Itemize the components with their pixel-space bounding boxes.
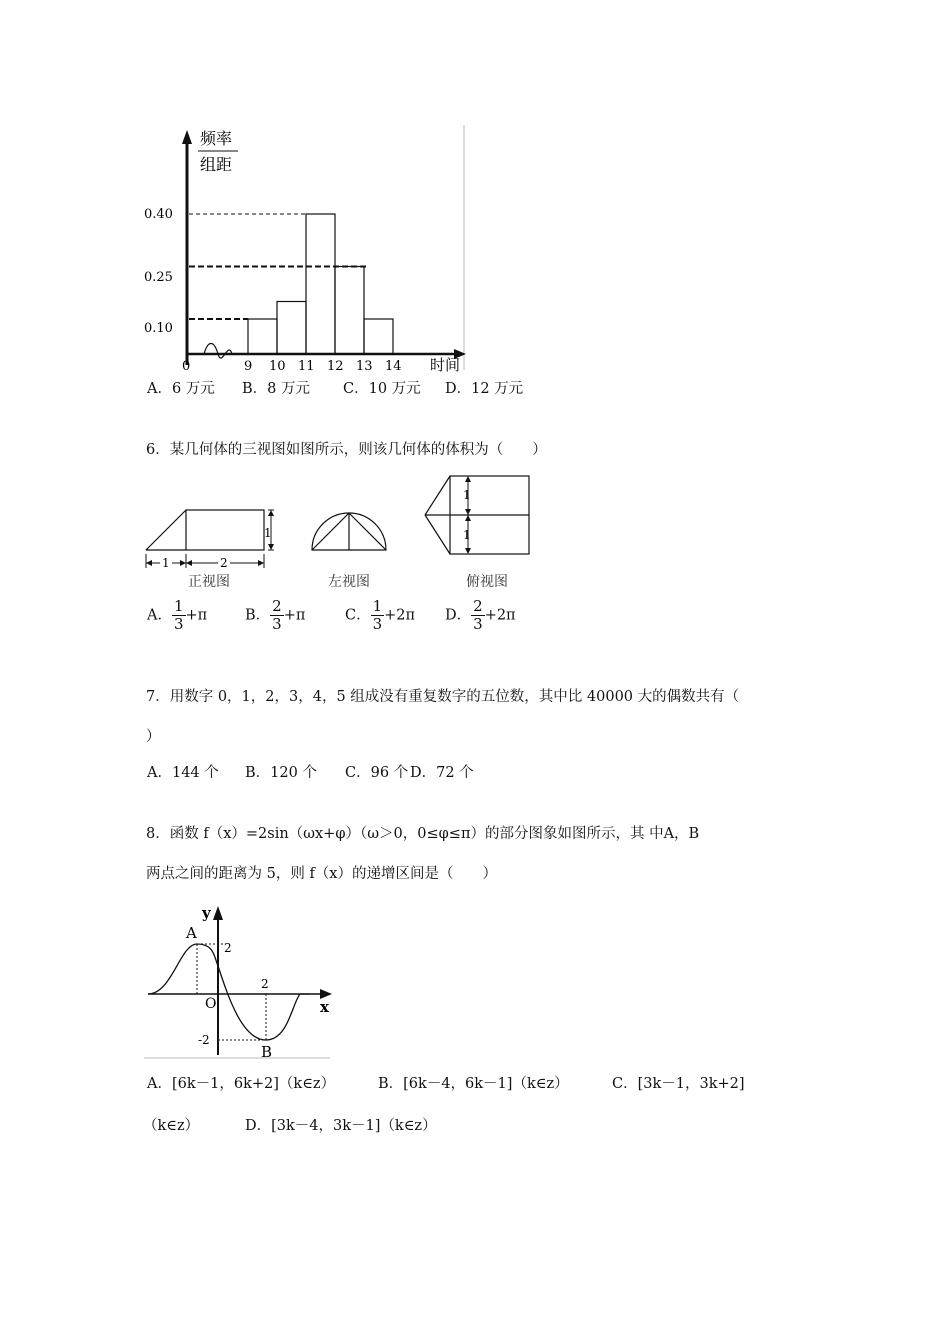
q7-option-b: B．120 个 <box>245 765 317 781</box>
front-dim-height: 1 <box>264 526 272 540</box>
histogram-bar-10-11 <box>277 302 306 355</box>
histogram-bar-13-14 <box>364 319 393 354</box>
y-axis-label: y <box>202 904 211 922</box>
histogram-bar-9-10 <box>248 319 277 354</box>
side-view <box>312 513 386 590</box>
side-view-label: 左视图 <box>328 574 370 590</box>
q7-option-d: D．72 个 <box>410 765 474 781</box>
x-tick-9: 9 <box>244 359 253 374</box>
y-axis-arrow <box>182 130 192 144</box>
x-tick-11: 11 <box>298 359 315 374</box>
front-dim-1: 1 <box>162 556 170 570</box>
x-axis-label: 时间 <box>430 356 461 374</box>
q8-option-b: B．[6k－4，6k－1]（k∈z） <box>378 1076 569 1092</box>
q6-option-b: B． $\frac{2}{3}$ +π <box>245 597 306 633</box>
x-axis-label: x <box>320 998 329 1016</box>
q8-option-c-tail: （k∈z） <box>143 1118 200 1134</box>
top-view <box>425 476 529 590</box>
point-b-label: B <box>261 1043 273 1061</box>
axis-break <box>204 344 232 359</box>
front-dim-2: 2 <box>220 556 228 570</box>
front-view-label: 正视图 <box>188 574 230 590</box>
x-tick-12: 12 <box>327 359 344 374</box>
q6-stem: 6．某几何体的三视图如图所示，则该几何体的体积为（ ） <box>146 442 547 458</box>
q7-option-a: A．144 个 <box>147 765 219 781</box>
three-view-figure <box>140 472 540 594</box>
q5-option-b: B．8 万元 <box>242 381 310 397</box>
y-label-bottom: 组距 <box>200 155 233 174</box>
frequency-histogram <box>140 120 480 375</box>
q5-option-d: D．12 万元 <box>445 381 524 397</box>
max-value-label: 2 <box>224 941 232 955</box>
x-tick-10: 10 <box>269 359 286 374</box>
y-tick-0.25: 0.25 <box>144 270 173 285</box>
q8-stem-line1: 8．函数 f（x）=2sin（ωx+φ）（ω＞0，0≤φ≤π）的部分图象如图所示，其 中A，B <box>146 826 700 842</box>
q8-option-d: D．[3k－4，3k－1]（k∈z） <box>245 1118 437 1134</box>
x-origin-label: 0 <box>182 359 191 374</box>
top-dim-1-lower: 1 <box>463 528 471 542</box>
histogram-bar-11-12 <box>306 214 335 354</box>
origin-label: O <box>205 996 217 1012</box>
q5-option-c: C．10 万元 <box>343 381 421 397</box>
x-tick-13: 13 <box>356 359 373 374</box>
sine-curve <box>148 944 310 1040</box>
y-tick-0.40: 0.40 <box>144 207 173 222</box>
q5-option-a: A．6 万元 <box>147 381 215 397</box>
x-tick-14: 14 <box>385 359 402 374</box>
x-b-label: 2 <box>261 977 269 991</box>
front-view <box>146 510 274 590</box>
q8-stem-line2: 两点之间的距离为 5，则 f（x）的递增区间是（ ） <box>146 866 497 882</box>
q6-option-a: A． $\frac{1}{3}$ +π <box>147 597 208 633</box>
top-view-label: 俯视图 <box>466 574 508 590</box>
min-value-label: -2 <box>198 1033 210 1047</box>
q6-option-d: D． $\frac{2}{3}$ +2π <box>445 597 516 633</box>
sine-graph <box>142 900 337 1062</box>
q7-option-c: C．96 个 <box>345 765 409 781</box>
y-label-top: 频率 <box>200 129 233 148</box>
q7-stem-line1: 7．用数字 0，1，2，3，4，5 组成没有重复数字的五位数，其中比 40000 大的偶数共有（ <box>146 689 740 705</box>
q6-option-c: C． $\frac{1}{3}$ +2π <box>345 597 416 633</box>
point-a-label: A <box>186 924 197 942</box>
q8-option-a: A．[6k－1，6k+2]（k∈z） <box>147 1076 336 1092</box>
y-tick-0.10: 0.10 <box>144 321 173 336</box>
q8-option-c: C．[3k－1，3k+2] <box>612 1076 745 1092</box>
q7-stem-line2: ） <box>146 729 161 745</box>
histogram-bar-12-13 <box>335 267 364 355</box>
top-dim-1-upper: 1 <box>463 488 471 502</box>
